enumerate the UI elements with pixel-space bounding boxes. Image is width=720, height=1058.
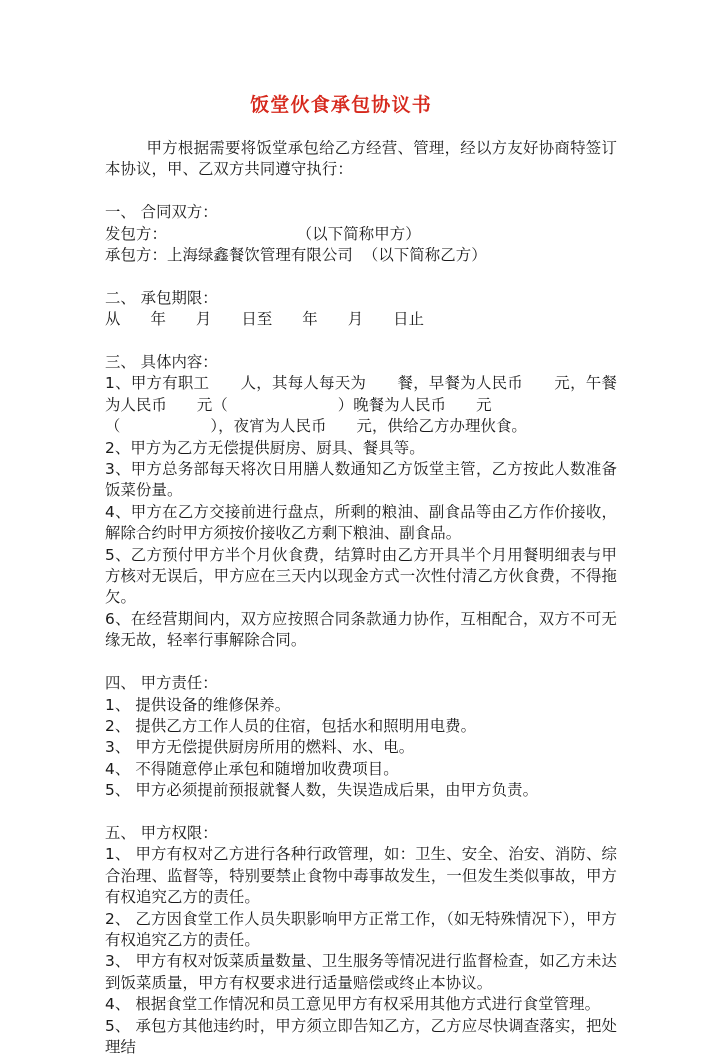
section-heading-parties: 一、 合同双方： (105, 203, 218, 222)
spacer (105, 181, 617, 202)
rights-item-4: 4、 根据食堂工作情况和员工意见甲方有权采用其他方式进行食堂管理。 (105, 995, 601, 1014)
page-title: 饭堂伙食承包协议书 (250, 94, 432, 116)
spacer (105, 331, 617, 352)
details-item-1: 1、甲方有职工 人，其每人每天为 餐，早餐为人民币 元，午餐为人民币 元（ ）晚餐为人民币 元 (105, 374, 617, 414)
rights-item-5: 5、 承包方其他违约时，甲方须立即告知乙方，乙方应尽快调查落实，把处理结 (105, 1016, 617, 1056)
details-item-3: 3、甲方总务部每天将次日用膳人数通知乙方饭堂主管，乙方按此人数准备饭菜份量。 (105, 460, 617, 500)
details-item-6: 6、在经营期间内，双方应按照合同条款通力协作，互相配合，双方不可无缘无故，轻率行事解除合同。 (105, 609, 617, 650)
duties-item-3: 3、 甲方无偿提供厨房所用的燃料、水、电。 (105, 738, 415, 757)
section-heading-party-a-duties: 四、 甲方责任： (105, 674, 218, 693)
section-heading-term: 二、 承包期限： (105, 288, 218, 307)
party-b-line: 承包方：上海绿鑫餐饮管理有限公司 （以下简称乙方） (105, 246, 487, 265)
details-item-1-cont: （ ），夜宵为人民币 元，供给乙方办理伙食。 (105, 417, 527, 436)
spacer (105, 802, 617, 823)
section-heading-party-a-rights: 五、 甲方权限： (105, 823, 218, 842)
document-body (105, 92, 617, 1058)
details-item-5: 5、乙方预付甲方半个月伙食费，结算时由乙方开具半个月用餐明细表与甲方核对无误后，甲方应在三天内以现金方式一次性付清乙方伙食费，不得拖欠。 (105, 545, 617, 607)
rights-item-2: 2、 乙方因食堂工作人员失职影响甲方正常工作，（如无特殊情况下），甲方有权追究乙方的责任。 (105, 909, 617, 949)
rights-item-1: 1、 甲方有权对乙方进行各种行政管理，如：卫生、安全、治安、消防、综合治理、监督等，特别要禁止食物中毒事故发生，一但发生类似事故，甲方有权追究乙方的责任。 (105, 845, 617, 907)
details-item-4: 4、甲方在乙方交接前进行盘点，所剩的粮油、副食品等由乙方作价接收，解除合约时甲方须按价接收乙方剩下粮油、副食品。 (105, 502, 617, 543)
party-a-line: 发包方： （以下简称甲方） (105, 224, 421, 243)
details-item-2: 2、甲方为乙方无偿提供厨房、厨具、餐具等。 (105, 438, 425, 457)
spacer (105, 266, 617, 287)
preamble-paragraph: 甲方根据需要将饭堂承包给乙方经营、管理，经以方友好协商特签订本协议，甲、乙双方共同遵守执行： (105, 139, 617, 179)
contract-date-range-line: 从 年 月 日至 年 月 日止 (105, 310, 425, 329)
section-heading-details: 三、 具体内容： (105, 353, 218, 372)
duties-item-2: 2、 提供乙方工作人员的住宿，包括水和照明用电费。 (105, 716, 477, 735)
duties-item-5: 5、 甲方必须提前预报就餐人数，失误造成后果，由甲方负责。 (105, 781, 539, 800)
duties-item-1: 1、 提供设备的维修保养。 (105, 695, 291, 714)
rights-item-3: 3、 甲方有权对饭菜质量数量、卫生服务等情况进行监督检查，如乙方未达到饭菜质量，甲方有权要求进行适量赔偿或终止本协议。 (105, 952, 617, 992)
duties-item-4: 4、 不得随意停止承包和随增加收费项目。 (105, 759, 399, 778)
spacer (105, 652, 617, 673)
